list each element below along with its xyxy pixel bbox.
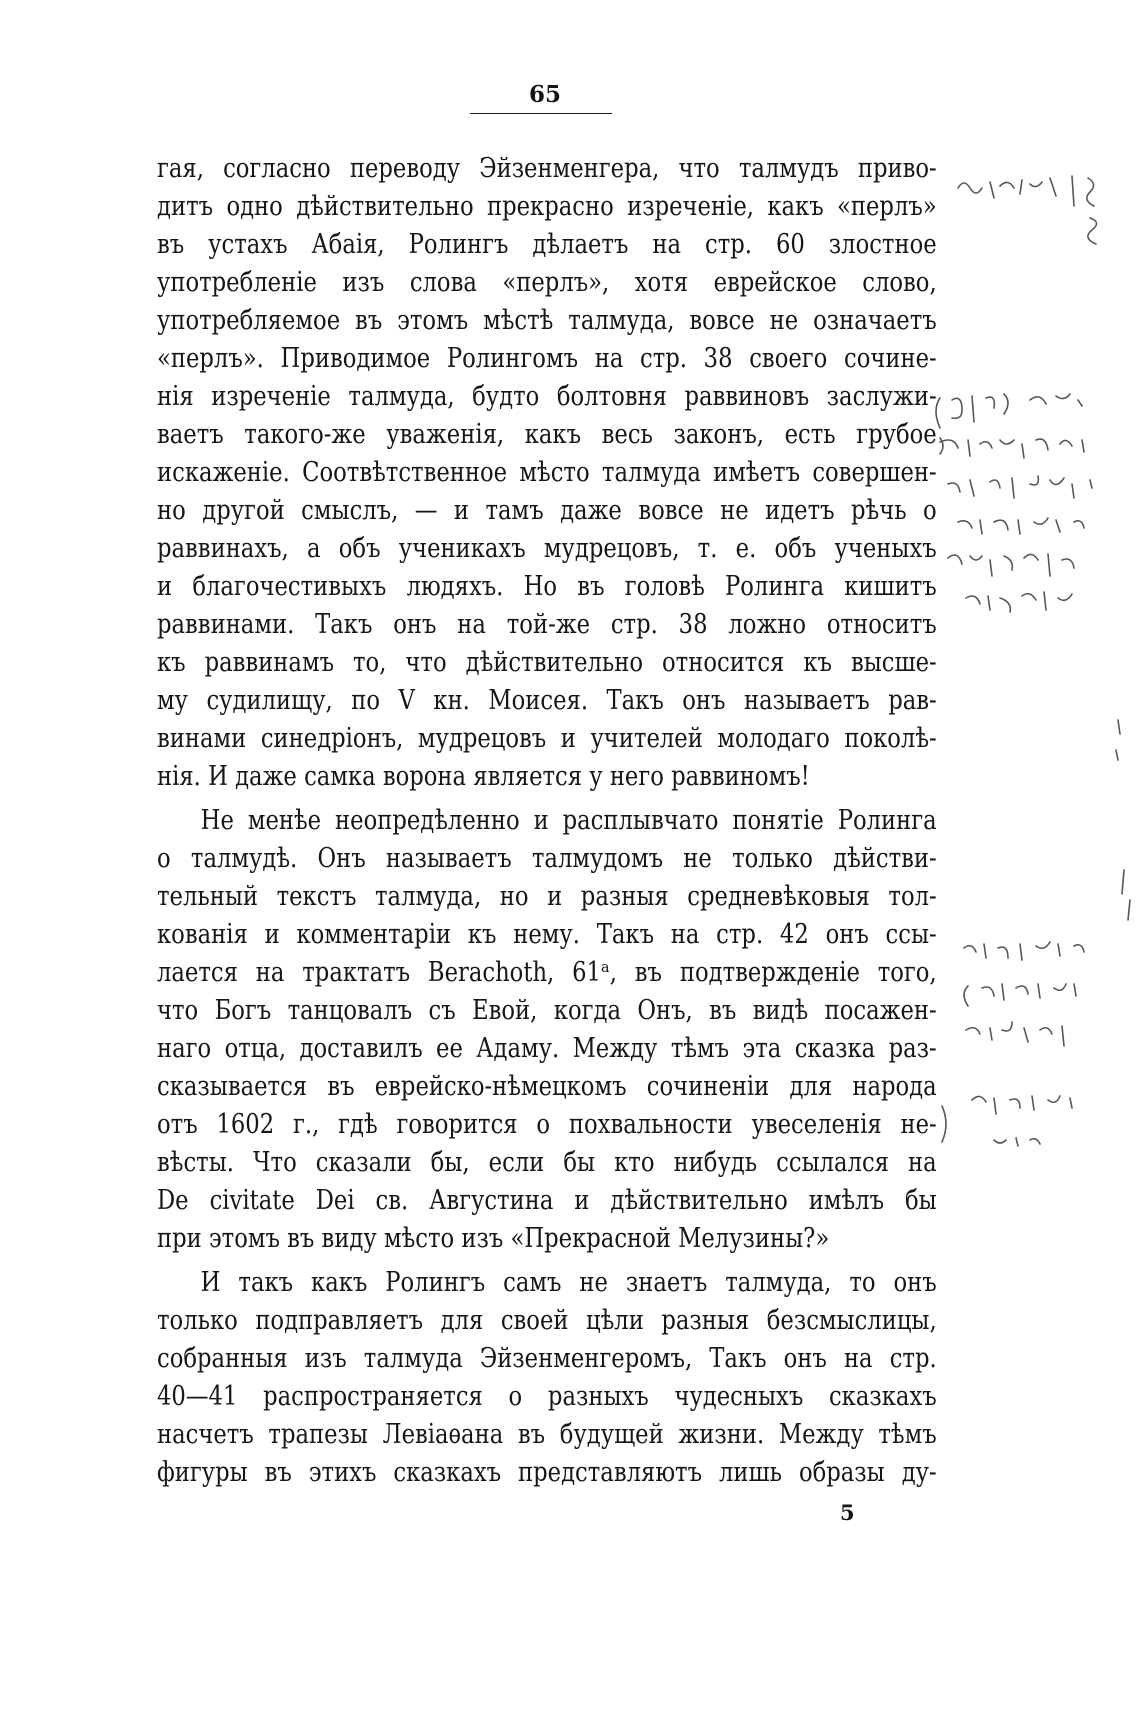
text-line: собранныя изъ талмуда Эйзенменгеромъ, Такъ онъ на стр. (157, 1343, 937, 1374)
text-line: 40—41 распространяется о разныхъ чудесныхъ сказкахъ (157, 1381, 937, 1412)
text-line: вѣсты. Что сказали бы, если бы кто нибудь ссылался на (157, 1147, 937, 1178)
text-line: лается на трактатъ Berachoth, 61ᵃ, въ подтвержденіе того, (157, 957, 937, 988)
text-line: но другой смыслъ, — и тамъ даже вовсе не идетъ рѣчь о (157, 495, 937, 526)
text-line: и благочестивыхъ людяхъ. Но въ головѣ Ролинга кишитъ (157, 571, 937, 602)
text-line: му судилищу, по V кн. Моисея. Такъ онъ называетъ рав- (157, 685, 937, 716)
body-text (157, 150, 937, 1492)
paragraph-3 (157, 1264, 937, 1492)
text-line: «перлъ». Приводимое Ролингомъ на стр. 38 своего сочине- (157, 343, 937, 374)
text-line: раввинахъ, а объ ученикахъ мудрецовъ, т. е. объ ученыхъ (157, 533, 937, 564)
text-line: только подправляетъ для своей цѣли разныя безсмыслицы, (157, 1305, 937, 1336)
text-line: употребляемое въ этомъ мѣстѣ талмуда, вовсе не означаетъ (157, 305, 937, 336)
text-line: отъ 1602 г., гдѣ говорится о похвальности увеселенія не- (157, 1109, 937, 1140)
text-line: гая, согласно переводу Эйзенменгера, что талмудъ приво- (157, 153, 937, 184)
signature-mark: 5 (840, 1500, 855, 1525)
text-line: Не менѣе неопредѣленно и расплывчато понятіе Ролинга (200, 805, 937, 836)
text-line: ваетъ такого-же уваженія, какъ весь законъ, есть грубое (157, 419, 937, 450)
page-number: 65 (528, 81, 561, 108)
text-line: что Богъ танцовалъ съ Евой, когда Онъ, въ видѣ посажен- (157, 995, 937, 1026)
text-line: нія. И даже самка ворона является у него раввиномъ! (157, 761, 810, 792)
text-line: употребленіе изъ слова «перлъ», хотя еврейское слово, (157, 267, 937, 298)
text-line: дитъ одно дѣйствительно прекрасно изреченіе, какъ «перлъ» (157, 191, 937, 222)
text-line: сказывается въ еврейско-нѣмецкомъ сочиненіи для народа (157, 1071, 937, 1102)
text-line: De civitate Dei св. Августина и дѣйствительно имѣлъ бы (157, 1185, 937, 1216)
text-line: при этомъ въ виду мѣсто изъ «Прекрасной Мелузины?» (157, 1223, 830, 1254)
header-rule (470, 113, 612, 114)
text-line: въ устахъ Абаія, Ролингъ дѣлаетъ на стр. 60 злостное (157, 229, 937, 260)
text-line: нія изреченіе талмуда, будто болтовня раввиновъ заслужи- (157, 381, 937, 412)
text-line: раввинами. Такъ онъ на той-же стр. 38 ложно относитъ (157, 609, 937, 640)
text-line: тельный текстъ талмуда, но и разныя средневѣковыя тол- (157, 881, 937, 912)
paragraph-2 (157, 802, 937, 1258)
text-line: фигуры въ этихъ сказкахъ представляютъ лишь образы ду- (157, 1457, 937, 1488)
text-line: искаженіе. Соотвѣтственное мѣсто талмуда имѣетъ совершен- (157, 457, 937, 488)
text-line: кованія и комментаріи къ нему. Такъ на стр. 42 онъ ссы- (157, 919, 937, 950)
text-line: къ раввинамъ то, что дѣйствительно относится къ высше- (157, 647, 937, 678)
text-line: И такъ какъ Ролингъ самъ не знаетъ талмуда, то онъ (200, 1267, 937, 1298)
text-line: винами синедріонъ, мудрецовъ и учителей молодаго поколѣ- (157, 723, 937, 754)
text-line: насчетъ трапезы Левіаѳана въ будущей жизни. Между тѣмъ (157, 1419, 937, 1450)
paragraph-1 (157, 150, 937, 796)
text-line: о талмудѣ. Онъ называетъ талмудомъ не только дѣйстви- (157, 843, 937, 874)
text-line: наго отца, доставилъ ее Адаму. Между тѣмъ эта сказка раз- (157, 1033, 937, 1064)
